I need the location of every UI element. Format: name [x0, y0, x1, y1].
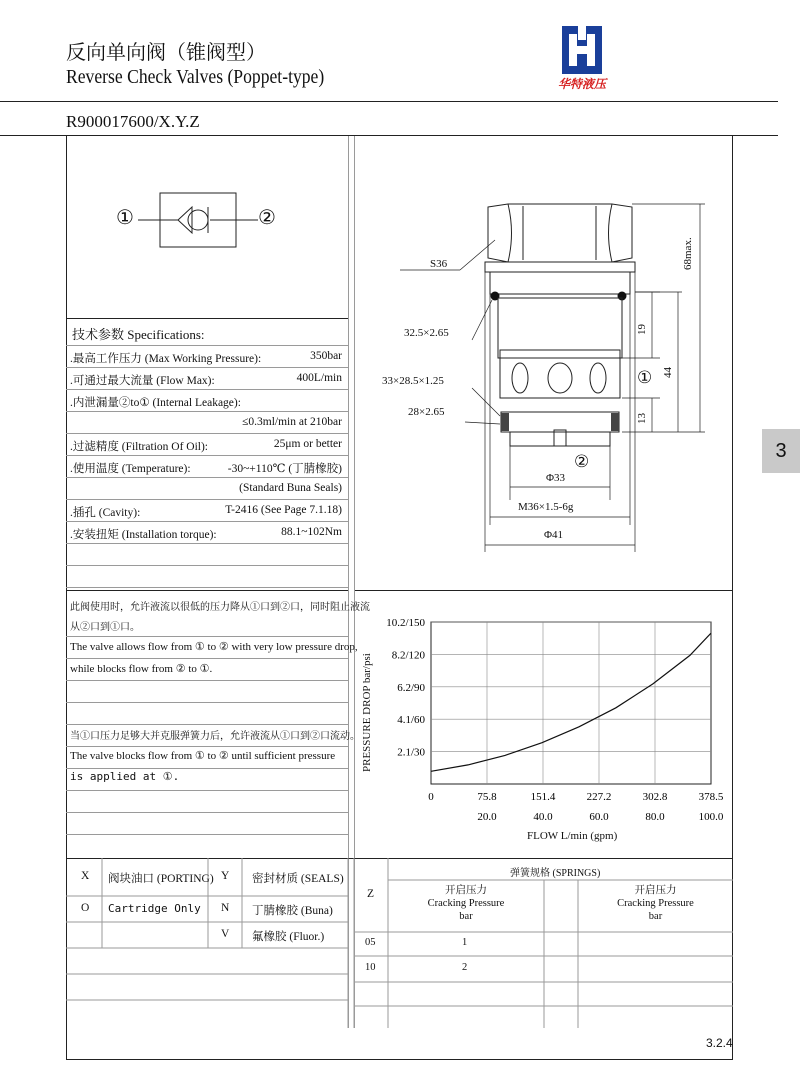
desc2-cn: 当①口压力足够大并克服弹簧力后，允许液流从①口到②口流动。 — [70, 731, 360, 742]
brand-logo — [540, 22, 630, 98]
spec-label: .内泄漏量②to① (Internal Leakage): — [70, 397, 241, 409]
chart-x-tick-gpm: 20.0 — [477, 811, 497, 823]
desc2-en-1: The valve blocks flow from ① to ② until sufficient pressure — [70, 750, 336, 762]
spec-label: .最高工作压力 (Max Working Pressure): — [70, 353, 262, 365]
cracking-pressure-col-1 — [388, 884, 544, 923]
chart-x-tick: 227.2 — [586, 791, 612, 803]
dim-dia-41: Φ41 — [544, 529, 564, 541]
chart-plot — [355, 590, 733, 858]
opt-y-value-2: 氟橡胶 (Fluor.) — [252, 931, 325, 943]
dim-backup-ring: 33×28.5×1.25 — [382, 375, 444, 387]
cp-en-1: Cracking Pressure — [427, 898, 505, 909]
dim-o-ring-2: 28×2.65 — [408, 406, 445, 418]
drawing-port-2: ② — [574, 452, 590, 471]
spec-row — [66, 434, 348, 456]
spec-value: ≤0.3ml/min at 210bar — [242, 416, 342, 428]
cracking-pressure-col-2 — [578, 884, 733, 923]
desc-en-2: while blocks flow from ② to ①. — [70, 663, 213, 675]
ordering-options — [66, 858, 733, 1028]
chart-frame — [431, 622, 711, 784]
chart-x-tick: 151.4 — [530, 791, 556, 803]
spec-label: .可通过最大流量 (Flow Max): — [70, 375, 215, 387]
title-chinese: 反向单向阀（锥阀型） — [66, 42, 266, 64]
opt-y-code-2: V — [221, 928, 230, 940]
page-number: 3.2.4 — [706, 1036, 733, 1050]
part-number: R900017600/X.Y.Z — [66, 112, 200, 131]
z-row-1-code: 05 — [365, 937, 376, 948]
hydraulic-symbol — [110, 185, 290, 255]
chart-x-tick: 75.8 — [477, 791, 497, 803]
opt-y-name: 密封材质 (SEALS) — [252, 873, 344, 885]
opt-z-head: Z — [367, 888, 375, 900]
spec-value: T-2416 (See Page 7.1.18) — [225, 504, 342, 516]
spec-value: 400L/min — [296, 372, 342, 384]
title-english: Reverse Check Valves (Poppet-type) — [66, 66, 325, 88]
spec-label: .使用温度 (Temperature): — [70, 463, 191, 475]
desc-cn-2: 从②口到①口。 — [70, 622, 140, 633]
chart-y-tick: 8.2/120 — [391, 649, 425, 662]
spec-label: .安装扭矩 (Installation torque): — [70, 529, 217, 541]
dim-thread: M36×1.5-6g — [518, 501, 574, 513]
opt-y-head: Y — [221, 870, 230, 882]
z-row-2-value: 2 — [462, 962, 468, 973]
opt-z-group: 弹簧规格 (SPRINGS) — [510, 868, 601, 879]
chart-y-tick: 6.2/90 — [397, 681, 425, 694]
spec-row — [66, 412, 348, 434]
drawing-port-1: ① — [637, 368, 653, 387]
spec-row — [66, 456, 348, 478]
opt-x-head: X — [81, 870, 90, 882]
opt-x-value: Cartridge Only — [108, 902, 201, 915]
spec-row — [66, 522, 348, 544]
chart-y-tick: 2.1/30 — [397, 746, 425, 759]
chart-x-tick-gpm: 60.0 — [589, 811, 609, 823]
logo-text: 华特液压 — [558, 77, 607, 91]
chart-x-tick-gpm: 100.0 — [698, 811, 724, 823]
opt-y-code-1: N — [221, 902, 230, 914]
dim-length-total: 68max. — [682, 237, 694, 270]
chart-x-tick: 378.5 — [698, 791, 724, 803]
opt-y-value-1: 丁腈橡胶 (Buna) — [252, 905, 333, 917]
pressure-drop-chart — [355, 590, 733, 858]
opt-x-code: O — [81, 902, 90, 914]
dim-length-13: 13 — [636, 413, 648, 424]
dim-dia-33: Φ33 — [546, 472, 566, 484]
desc-cn-1: 此阀使用时，允许液流以很低的压力降从①口到②口，同时阻止液流 — [70, 602, 370, 613]
cp-en-2: Cracking Pressure — [617, 898, 694, 909]
cartridge-drawing — [360, 180, 730, 560]
spec-label: .插孔 (Cavity): — [70, 507, 141, 519]
chart-x-tick-gpm: 40.0 — [533, 811, 553, 823]
spec-row — [66, 368, 348, 390]
symbol-port-1: ① — [116, 207, 134, 229]
chart-y-label: PRESSURE DROP bar/psi — [361, 653, 373, 772]
chart-series-line — [431, 633, 711, 771]
spec-row — [66, 346, 348, 368]
desc-en-1: The valve allows flow from ① to ② with very low pressure drop, — [70, 641, 358, 653]
dim-o-ring-1: 32.5×2.65 — [404, 327, 449, 339]
dim-length-19: 19 — [636, 324, 648, 335]
opt-x-name: 阀块油口 (PORTING) — [108, 873, 214, 885]
symbol-port-2: ② — [258, 207, 276, 229]
chart-x-tick-gpm: 80.0 — [645, 811, 665, 823]
cp-cn-1: 开启压力 — [445, 885, 487, 896]
spec-value: 25μm or better — [273, 438, 342, 450]
spec-value: 350bar — [310, 350, 342, 362]
chart-x-tick: 302.8 — [642, 791, 668, 803]
cp-unit-2: bar — [648, 911, 663, 922]
spec-row — [66, 390, 348, 412]
spec-row — [66, 500, 348, 522]
cp-unit-1: bar — [459, 911, 473, 922]
spec-value: -30~+110℃ (丁腈橡胶) — [227, 463, 342, 475]
chart-x-tick: 0 — [428, 791, 434, 803]
spec-value: (Standard Buna Seals) — [239, 482, 342, 494]
chart-y-tick: 4.1/60 — [397, 714, 425, 727]
spec-heading: 技术参数 Specifications: — [72, 327, 205, 342]
z-row-1-value: 1 — [462, 937, 468, 948]
chart-x-label: FLOW L/min (gpm) — [527, 830, 618, 842]
section-tab: 3 — [762, 429, 800, 473]
chart-y-tick: 10.2/150 — [386, 617, 425, 629]
dim-length-44: 44 — [662, 367, 674, 378]
spec-row — [66, 478, 348, 500]
spec-value: 88.1~102Nm — [281, 526, 342, 538]
spec-label: .过滤精度 (Filtration Of Oil): — [70, 441, 208, 453]
dim-hex: S36 — [430, 258, 448, 270]
desc2-en-2: is applied at ①. — [70, 770, 180, 783]
cp-cn-2: 开启压力 — [634, 885, 677, 896]
z-row-2-code: 10 — [365, 962, 376, 973]
